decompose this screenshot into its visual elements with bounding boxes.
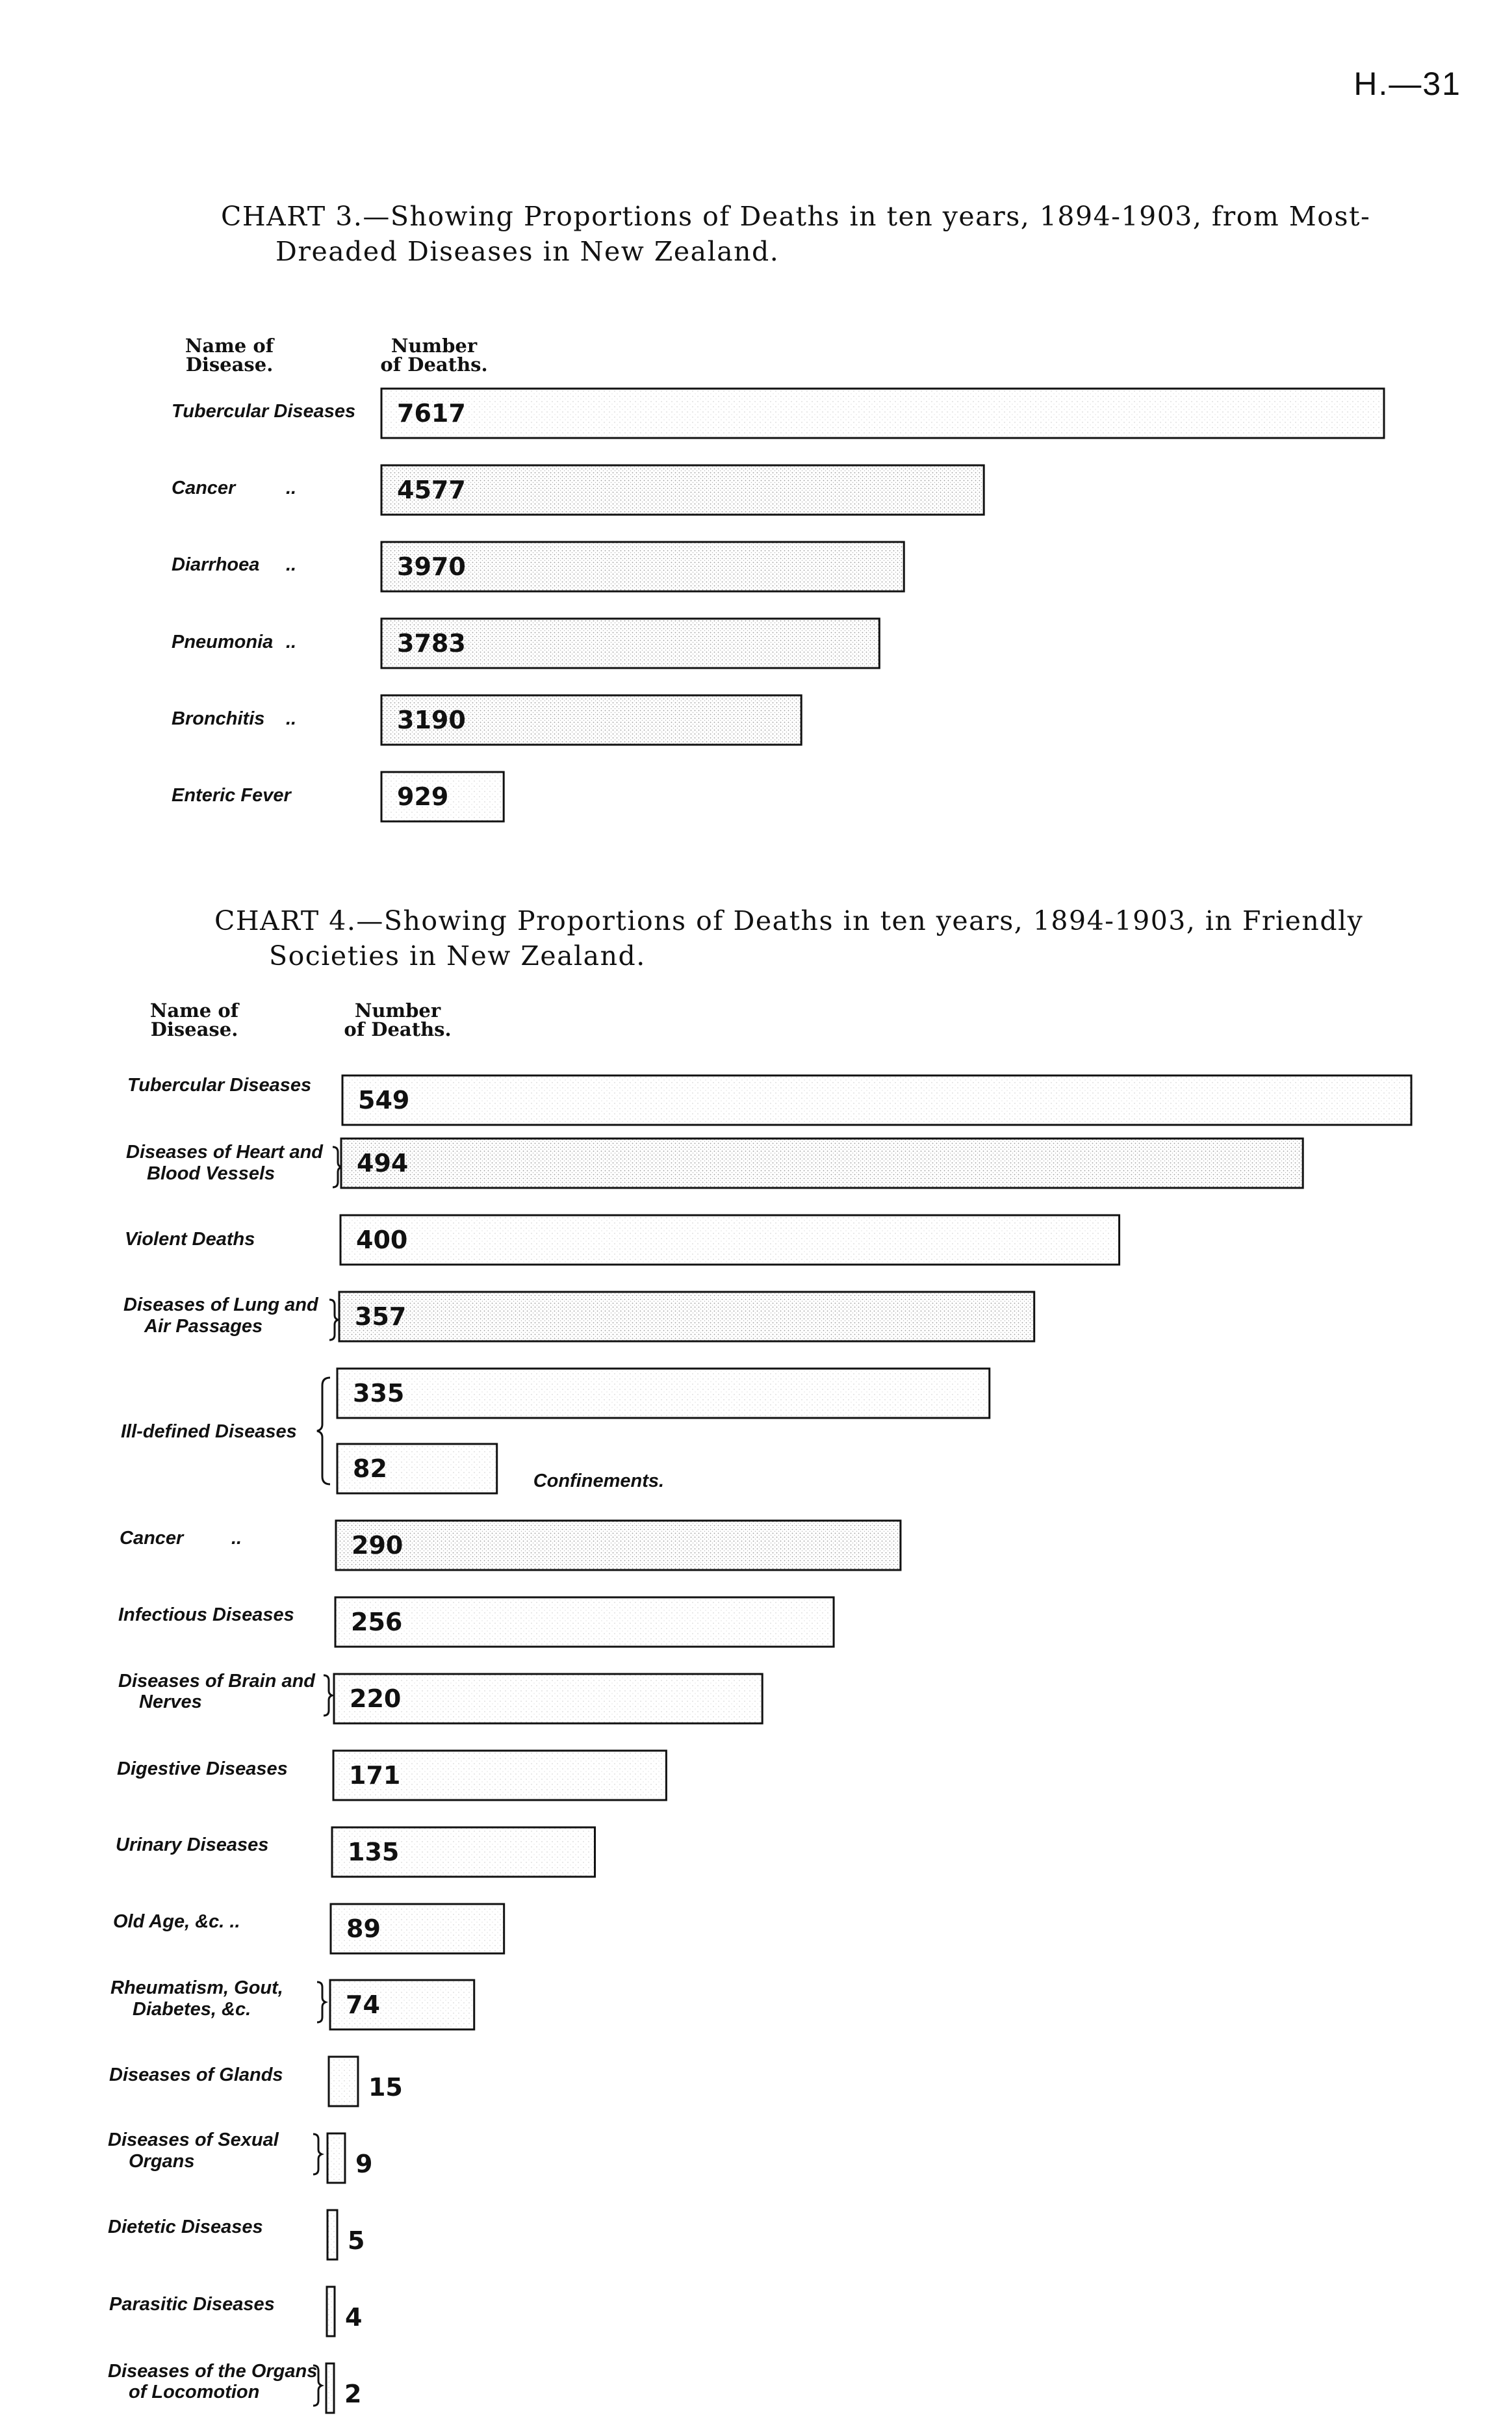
c4-label-digestive: Digestive Diseases — [117, 1758, 288, 1779]
c4-bar-0 — [342, 1075, 1411, 1125]
c4-annotation-5: Confinements. — [533, 1471, 665, 1491]
c4-bar-6 — [336, 1521, 901, 1570]
c4-value-label-15: 5 — [347, 2226, 365, 2255]
chart-4-title-line2: Societies in New Zealand. — [269, 940, 646, 972]
c4-bar-2 — [340, 1215, 1120, 1265]
c4-bar-13 — [329, 2057, 358, 2106]
c4-label-lung-l1: Diseases of Lung and — [123, 1294, 318, 1315]
c3-leader-cancer: .. — [286, 478, 297, 498]
c4-brace-sexual — [313, 2134, 322, 2174]
c4-value-label-7: 256 — [351, 1608, 403, 1636]
chart-4-title-line1: CHART 4.—Showing Proportions of Deaths in ten years, 1894-1903, in Friendly — [214, 905, 1364, 936]
c4-value-label-1: 494 — [357, 1149, 409, 1178]
c3-value-label-0: 7617 — [397, 399, 466, 428]
c3-label-bronchitis: Bronchitis — [172, 708, 265, 729]
c3-label-enteric: Enteric Fever — [172, 785, 291, 806]
name-header-line2: Disease. — [150, 1018, 238, 1040]
c4-bar-14 — [327, 2133, 345, 2183]
c4-label-cancer: Cancer — [120, 1528, 184, 1549]
c4-value-label-14: 9 — [355, 2150, 373, 2178]
c4-value-label-6: 290 — [352, 1531, 404, 1560]
c4-value-label-13: 15 — [368, 2073, 403, 2102]
c4-label-infectious: Infectious Diseases — [118, 1604, 294, 1625]
c4-value-label-3: 357 — [355, 1302, 407, 1331]
c4-value-label-2: 400 — [356, 1226, 408, 1254]
c4-label-locomotion-l1: Diseases of the Organs — [108, 2361, 318, 2382]
c3-value-label-3: 3783 — [397, 629, 466, 658]
c4-label-glands: Diseases of Glands — [109, 2065, 283, 2085]
c4-label-oldage: Old Age, &c. .. — [113, 1911, 240, 1932]
c4-bar-17 — [326, 2363, 334, 2413]
c4-label-sexual-l1: Diseases of Sexual — [108, 2130, 279, 2150]
c4-label-brain-l2: Nerves — [139, 1692, 202, 1712]
c4-bar-1 — [341, 1139, 1303, 1188]
c4-value-label-10: 135 — [348, 1838, 400, 1866]
c4-label-violent: Violent Deaths — [125, 1229, 255, 1250]
c4-value-label-9: 171 — [349, 1761, 401, 1790]
name-header-line2: Disease. — [185, 354, 274, 376]
c4-bar-7 — [335, 1597, 834, 1647]
c3-leader-diarrhoea: .. — [286, 554, 297, 575]
c4-label-parasitic: Parasitic Diseases — [109, 2294, 275, 2315]
c4-value-label-4: 335 — [353, 1379, 405, 1408]
c4-value-label-5: 82 — [353, 1454, 387, 1483]
c3-value-label-1: 4577 — [397, 476, 466, 504]
c3-label-cancer: Cancer — [172, 478, 236, 498]
c3-leader-pneumonia: .. — [286, 632, 297, 652]
c4-bar-4 — [337, 1369, 990, 1418]
c4-label-urinary: Urinary Diseases — [116, 1834, 269, 1855]
c3-value-label-4: 3190 — [397, 706, 466, 734]
c4-bar-3 — [339, 1292, 1034, 1341]
c4-label-illdefined: Ill-defined Diseases — [121, 1421, 297, 1442]
c3-value-label-5: 929 — [397, 782, 449, 811]
chart-3-title-line2: Dreaded Diseases in New Zealand. — [275, 236, 780, 267]
c4-value-label-17: 2 — [344, 2380, 362, 2408]
number-header-line2: of Deaths. — [344, 1018, 452, 1040]
c4-bar-15 — [327, 2210, 337, 2259]
c4-value-label-0: 549 — [358, 1086, 410, 1114]
c3-leader-bronchitis: .. — [286, 708, 297, 729]
number-header-line2: of Deaths. — [380, 354, 488, 376]
c3-label-pneumonia: Pneumonia — [172, 632, 274, 652]
c4-value-label-8: 220 — [350, 1684, 402, 1713]
number-header-line1: Number — [391, 335, 478, 357]
c4-label-heart-l2: Blood Vessels — [147, 1163, 275, 1184]
c4-label-dietetic: Dietetic Diseases — [108, 2217, 263, 2237]
c4-brace-rheum — [317, 1982, 326, 2022]
c4-brace-illdefined — [317, 1378, 330, 1484]
name-header-line1: Name of — [149, 999, 239, 1022]
c4-label-tubercular: Tubercular Diseases — [127, 1075, 312, 1096]
c4-bar-16 — [327, 2287, 335, 2336]
c4-brace-heart — [333, 1147, 341, 1187]
c4-label-lung-l2: Air Passages — [144, 1316, 263, 1337]
c4-label-heart-l1: Diseases of Heart and — [126, 1142, 324, 1163]
c4-label-rheum-l2: Diabetes, &c. — [133, 1999, 251, 2020]
c3-label-diarrhoea: Diarrhoea — [172, 554, 260, 575]
c3-label-tubercular: Tubercular Diseases — [172, 401, 356, 422]
c4-value-label-12: 74 — [346, 1990, 380, 2019]
number-header-line1: Number — [354, 999, 441, 1022]
c4-brace-brain — [324, 1675, 332, 1716]
c3-value-label-2: 3970 — [397, 552, 466, 581]
c4-label-sexual-l2: Organs — [129, 2151, 195, 2172]
c4-value-label-11: 89 — [346, 1914, 381, 1943]
page-reference: H.—31 — [1353, 66, 1461, 102]
c4-value-label-16: 4 — [345, 2303, 363, 2332]
name-header-line1: Name of — [185, 335, 274, 357]
chart-3-title-line1: CHART 3.—Showing Proportions of Deaths in ten years, 1894-1903, from Most- — [221, 201, 1371, 232]
c4-label-rheum-l1: Rheumatism, Gout, — [110, 1977, 283, 1998]
c4-brace-lung — [329, 1300, 338, 1340]
c4-label-locomotion-l2: of Locomotion — [129, 2382, 260, 2402]
c4-label-brain-l1: Diseases of Brain and — [118, 1671, 315, 1692]
c4-leader-cancer: .. — [231, 1528, 242, 1549]
